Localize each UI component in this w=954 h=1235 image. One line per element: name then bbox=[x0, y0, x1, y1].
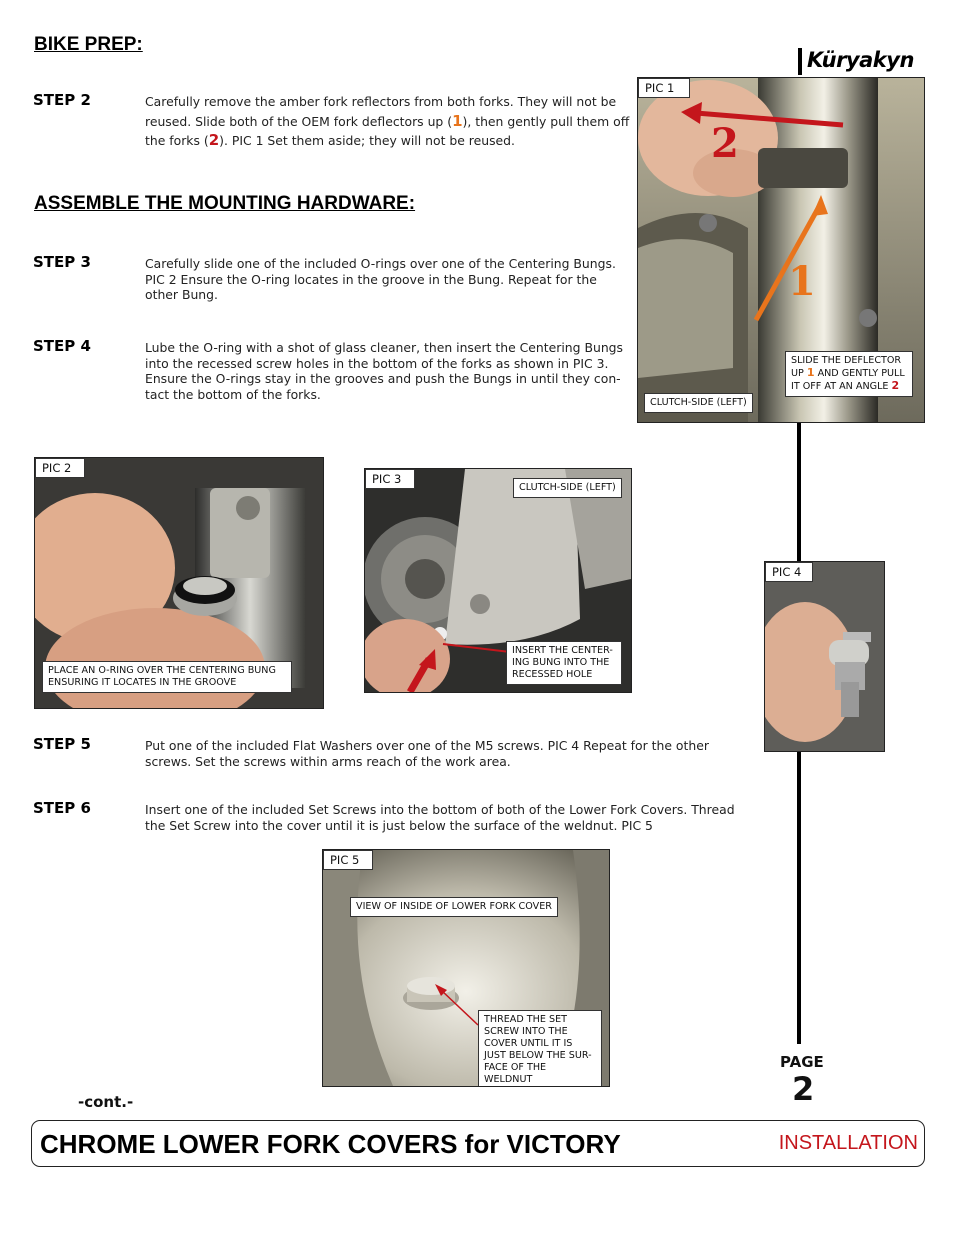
step-3-label: STEP 3 bbox=[33, 253, 91, 271]
step-2-label: STEP 2 bbox=[33, 91, 91, 109]
step-6-text: Insert one of the included Set Screws into the bottom of both of the Lower Fork Covers. Thread the Set Screw into the cover until it is just below the surface of the weldnut. PIC 5 bbox=[145, 802, 735, 833]
pic-1-arrow-label-2: 2 bbox=[711, 120, 739, 167]
pic-4 bbox=[764, 561, 885, 752]
footer-banner bbox=[31, 1120, 925, 1167]
divider-line-lower bbox=[797, 752, 801, 1044]
heading-assemble: ASSEMBLE THE MOUNTING HARDWARE: bbox=[34, 193, 416, 214]
pic-1-caption: SLIDE THE DEFLECTOR UP 1 AND GENTLY PULL IT OFF AT AN ANGLE 2 bbox=[785, 351, 913, 397]
step-6-label: STEP 6 bbox=[33, 799, 91, 817]
pic-5-caption: THREAD THE SET SCREW INTO THE COVER UNTIL IT IS JUST BELOW THE SUR-FACE OF THE WELDNUT bbox=[478, 1010, 602, 1087]
pic-1-arrow-label-1: 1 bbox=[788, 258, 816, 305]
page-label: PAGE bbox=[780, 1053, 824, 1071]
footer-section: INSTALLATION bbox=[778, 1132, 918, 1154]
pic-4-photo bbox=[765, 562, 884, 751]
pic-3-caption: INSERT THE CENTER-ING BUNG INTO THE RECESSED HOLE bbox=[506, 641, 622, 685]
continued-label: -cont.- bbox=[78, 1093, 134, 1111]
pic-5-top-caption: VIEW OF INSIDE OF LOWER FORK COVER bbox=[350, 897, 558, 917]
heading-bike-prep: BIKE PREP: bbox=[34, 34, 143, 55]
step-4-label: STEP 4 bbox=[33, 337, 91, 355]
pic-1-tag: PIC 1 bbox=[638, 78, 690, 98]
step-3-text: Carefully slide one of the included O-rings over one of the Centering Bungs. PIC 2 Ensure the O-ring locates in the groove in the Bung. Repeat for the other Bung. bbox=[145, 256, 616, 303]
step-5-label: STEP 5 bbox=[33, 735, 91, 753]
pic-3 bbox=[364, 468, 632, 693]
pic-5 bbox=[322, 849, 610, 1087]
footer-title: CHROME LOWER FORK COVERS for VICTORY bbox=[40, 1129, 621, 1159]
pic-3-side-label: CLUTCH-SIDE (LEFT) bbox=[513, 478, 622, 498]
logo-text: Küryakyn bbox=[807, 48, 914, 72]
pic-1-side-label: CLUTCH-SIDE (LEFT) bbox=[644, 393, 753, 413]
pic-1 bbox=[637, 77, 925, 423]
logo-bar bbox=[798, 48, 802, 75]
step-4-text: Lube the O-ring with a shot of glass cleaner, then insert the Centering Bungs into the recessed screw holes in the bottom of the forks as shown in PIC 3. Ensure the O-rings stay in the grooves and push the Bungs in until they con-tact the bottom of the forks. bbox=[145, 340, 623, 402]
pic-3-tag: PIC 3 bbox=[365, 469, 415, 489]
callout-2: 2 bbox=[208, 131, 220, 149]
divider-line-upper bbox=[797, 423, 801, 561]
callout-1: 1 bbox=[452, 111, 463, 130]
pic-5-tag: PIC 5 bbox=[323, 850, 373, 870]
pic-4-tag: PIC 4 bbox=[765, 562, 813, 582]
page-number: 2 bbox=[792, 1070, 815, 1108]
pic-2 bbox=[34, 457, 324, 709]
brand-logo bbox=[798, 48, 928, 76]
pic-2-tag: PIC 2 bbox=[35, 458, 85, 478]
step-5-text: Put one of the included Flat Washers over one of the M5 screws. PIC 4 Repeat for the other screws. Set the screws within arms reach of the work area. bbox=[145, 738, 709, 769]
step-2-text: Carefully remove the amber fork reflectors from both forks. They will not be reused. Slide both of the OEM fork deflectors up (1), then gently pull them off the forks (2). PIC 1 Set them aside; they will not be reused. bbox=[145, 94, 630, 149]
pic-2-caption: PLACE AN O-RING OVER THE CENTERING BUNG ENSURING IT LOCATES IN THE GROOVE bbox=[42, 661, 292, 693]
